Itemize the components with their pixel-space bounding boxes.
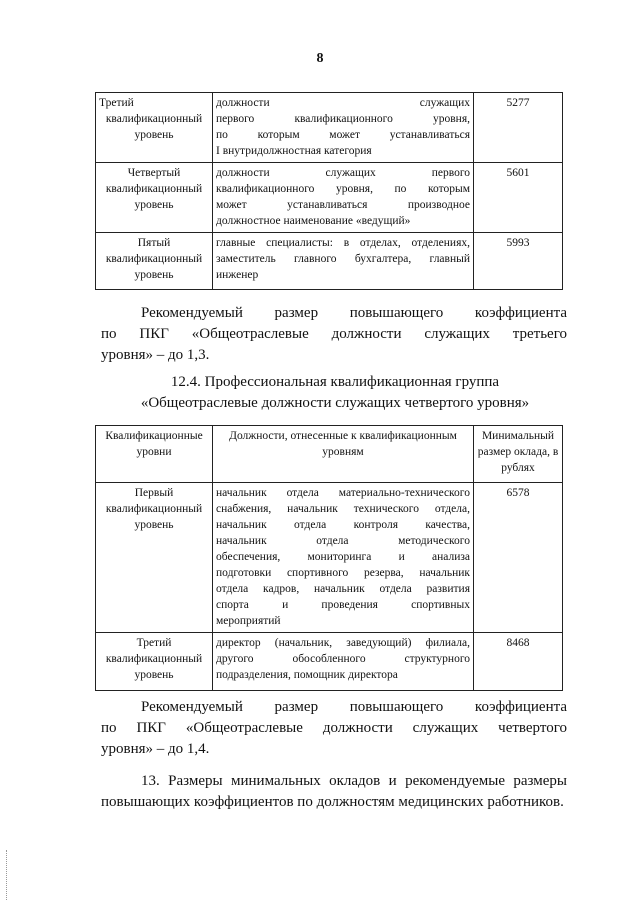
positions-line: должности служащих bbox=[216, 97, 470, 109]
positions-line: должностное наименование «ведущий» bbox=[216, 215, 411, 227]
table-row bbox=[96, 233, 563, 290]
positions-line: главные специалисты: в отделах, отделениях, bbox=[216, 237, 470, 249]
level-line: Первый bbox=[134, 487, 174, 499]
positions-line: подразделения, помощник директора bbox=[216, 669, 398, 681]
level-line: Третий bbox=[99, 97, 134, 109]
positions-line: снабжения, начальник технического отдела, bbox=[216, 503, 470, 515]
paragraph-line: 13. Размеры минимальных окладов и рекомендуемые размеры bbox=[141, 773, 567, 789]
table-row bbox=[96, 483, 563, 633]
level-line: квалификационный bbox=[105, 113, 203, 125]
positions-cell bbox=[213, 93, 474, 163]
positions-line: спорта и проведения спортивных bbox=[216, 599, 470, 611]
coefficient-note-third-level bbox=[101, 303, 567, 366]
positions-cell bbox=[213, 483, 474, 633]
positions-line: другого обособленного структурного bbox=[216, 653, 470, 665]
positions-line: начальник отдела контроля качества, bbox=[216, 519, 470, 531]
level-line: квалификационный bbox=[105, 503, 203, 515]
section-13-paragraph bbox=[101, 771, 567, 813]
level-line: уровень bbox=[134, 519, 174, 531]
section-heading-12-4 bbox=[95, 372, 575, 414]
level-line: квалификационный bbox=[105, 183, 203, 195]
positions-line: начальник отдела методического bbox=[216, 535, 470, 547]
positions-line: I внутридолжностная категория bbox=[216, 145, 372, 157]
positions-line: должности служащих первого bbox=[216, 167, 470, 179]
header-level: Квалификационные уровни bbox=[96, 426, 213, 483]
positions-line: обеспечения, мониторинга и анализа bbox=[216, 551, 470, 563]
positions-line: по которым может устанавливаться bbox=[216, 129, 470, 141]
positions-line: инженер bbox=[216, 269, 259, 281]
level-line: Третий bbox=[136, 637, 172, 649]
note-line: Рекомендуемый размер повышающего коэффициента bbox=[141, 305, 567, 321]
positions-line: первого квалификационного уровня, bbox=[216, 113, 470, 125]
qualification-level-cell bbox=[96, 233, 213, 290]
header-salary: Минимальный размер оклада, в рублях bbox=[474, 426, 563, 483]
positions-line: мероприятий bbox=[216, 615, 281, 627]
qualification-level-cell bbox=[96, 93, 213, 163]
note-line: по ПКГ «Общеотраслевые должности служащих четвертого bbox=[101, 720, 567, 736]
heading-line: 12.4. Профессиональная квалификационная группа bbox=[170, 374, 500, 390]
header-positions: Должности, отнесенные к квалификационным уровням bbox=[213, 426, 474, 483]
note-line: по ПКГ «Общеотраслевые должности служащих третьего bbox=[101, 326, 567, 342]
note-line: Рекомендуемый размер повышающего коэффициента bbox=[141, 699, 567, 715]
note-line: уровня» – до 1,3. bbox=[101, 347, 210, 363]
qualification-level-cell bbox=[96, 483, 213, 633]
positions-line: подготовки спортивного резерва, начальник bbox=[216, 567, 470, 579]
qualification-level-cell bbox=[96, 633, 213, 691]
salary-cell: 5993 bbox=[474, 233, 563, 290]
positions-cell bbox=[213, 233, 474, 290]
qualification-level-cell bbox=[96, 163, 213, 233]
table-row bbox=[96, 633, 563, 691]
positions-cell bbox=[213, 633, 474, 691]
level-line: уровень bbox=[134, 199, 174, 211]
level-line: квалификационный bbox=[105, 653, 203, 665]
note-line: уровня» – до 1,4. bbox=[101, 741, 210, 757]
page-number: 8 bbox=[316, 51, 324, 66]
paragraph-line: повышающих коэффициентов по должностям медицинских работников. bbox=[101, 794, 564, 810]
salary-table-third-level bbox=[95, 92, 563, 290]
table-row bbox=[96, 93, 563, 163]
positions-line: может устанавливаться производное bbox=[216, 199, 470, 211]
positions-line: директор (начальник, заведующий) филиала, bbox=[216, 637, 470, 649]
level-line: Пятый bbox=[137, 237, 171, 249]
salary-cell: 5277 bbox=[474, 93, 563, 163]
scan-margin-artifact bbox=[6, 850, 9, 900]
level-line: уровень bbox=[134, 669, 174, 681]
positions-line: заместитель главного бухгалтера, главный bbox=[216, 253, 470, 265]
salary-cell: 8468 bbox=[474, 633, 563, 691]
level-line: квалификационный bbox=[105, 253, 203, 265]
level-line: Четвертый bbox=[127, 167, 181, 179]
positions-line: отдела кадров, начальник отдела развития bbox=[216, 583, 470, 595]
positions-cell bbox=[213, 163, 474, 233]
table-header-row bbox=[96, 426, 563, 483]
level-line: уровень bbox=[134, 129, 174, 141]
table-row bbox=[96, 163, 563, 233]
heading-line: «Общеотраслевые должности служащих четвертого уровня» bbox=[140, 395, 530, 411]
salary-cell: 5601 bbox=[474, 163, 563, 233]
level-line: уровень bbox=[134, 269, 174, 281]
coefficient-note-fourth-level bbox=[101, 697, 567, 760]
positions-line: квалификационного уровня, по которым bbox=[216, 183, 470, 195]
positions-line: начальник отдела материально-технического bbox=[216, 487, 470, 499]
salary-cell: 6578 bbox=[474, 483, 563, 633]
salary-table-fourth-level bbox=[95, 425, 563, 691]
